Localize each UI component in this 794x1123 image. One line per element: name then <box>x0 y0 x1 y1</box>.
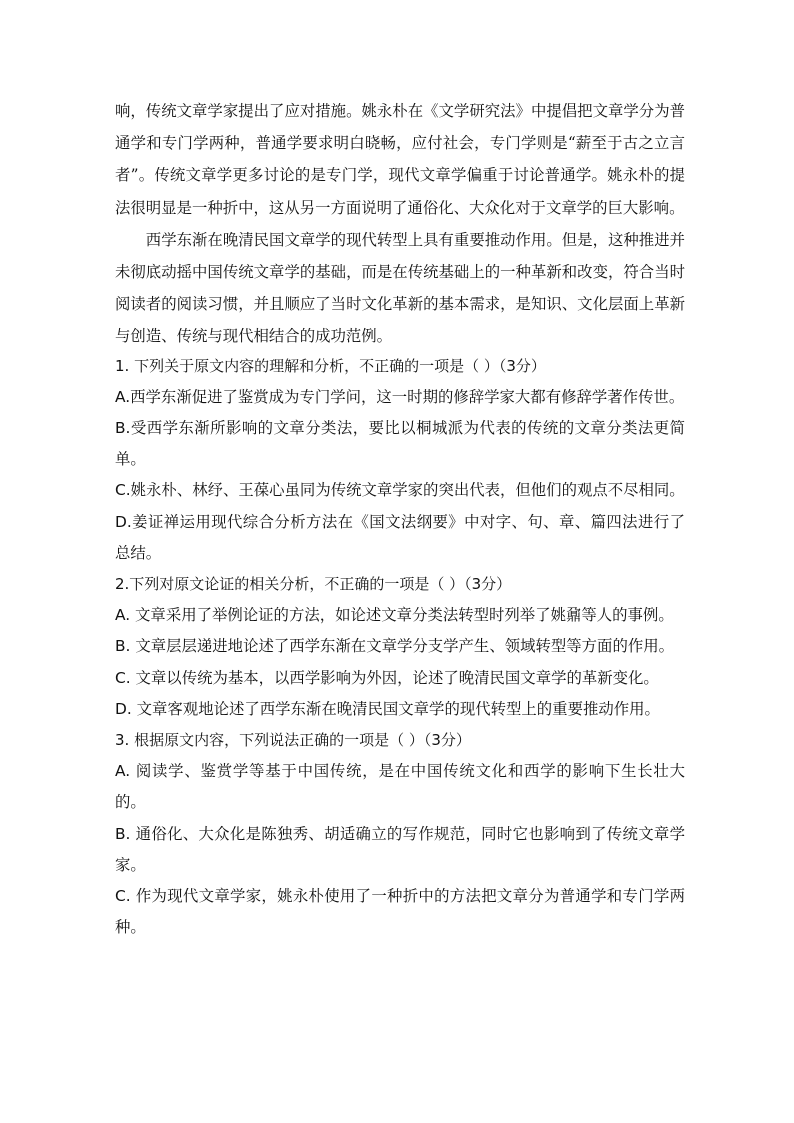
question-1 <box>115 351 685 569</box>
question-stem: 2.下列对原文论证的相关分析，不正确的一项是（ ）（3分） <box>115 575 512 594</box>
passage-paragraph: 西学东渐在晚清民国文章学的现代转型上具有重要推动作用。但是，这种推进并未彻底动摇中国传统文章学的基础，而是在传统基础上的一种革新和改变，符合当时阅读者的阅读习惯，并且顺应了当时文化革新的基本需求，是知识、文化层面上革新与创造、传统与现代相结合的成功范例。 <box>115 230 685 346</box>
question-2 <box>115 569 685 725</box>
option-c: C. 文章以传统为基本，以西学影响为外因，论述了晚清民国文章学的革新变化。 <box>115 668 659 687</box>
document-page <box>115 95 685 943</box>
question-3 <box>115 725 685 943</box>
option-c: C. 作为现代文章学家，姚永朴使用了一种折中的方法把文章分为普通学和专门学两种。 <box>115 887 685 937</box>
option-a: A. 阅读学、鉴赏学等基于中国传统，是在中国传统文化和西学的影响下生长壮大的。 <box>115 762 685 812</box>
option-a: A.西学东渐促进了鉴赏成为专门学问，这一时期的修辞学家大都有修辞学著作传世。 <box>115 387 685 406</box>
option-d: D. 文章客观地论述了西学东渐在晚清民国文章学的现代转型上的重要推动作用。 <box>115 699 660 718</box>
question-list <box>115 351 685 944</box>
question-stem: 1. 下列关于原文内容的理解和分析，不正确的一项是（ ）（3分） <box>115 356 546 375</box>
reading-passage <box>115 95 685 353</box>
option-d: D.姜证禅运用现代综合分析方法在《国文法纲要》中对字、句、章、篇四法进行了总结。 <box>115 512 685 562</box>
option-b: B. 文章层层递进地论述了西学东渐在文章学分支学产生、领域转型等方面的作用。 <box>115 637 675 656</box>
option-b: B. 通俗化、大众化是陈独秀、胡适确立的写作规范，同时它也影响到了传统文章学家。 <box>115 824 685 874</box>
option-b: B.受西学东渐所影响的文章分类法，要比以桐城派为代表的传统的文章分类法更简单。 <box>115 419 685 469</box>
option-a: A. 文章采用了举例论证的方法，如论述文章分类法转型时列举了姚鼐等人的事例。 <box>115 606 674 625</box>
passage-paragraph: 响，传统文章学家提出了应对措施。姚永朴在《文学研究法》中提倡把文章学分为普通学和专门学两种，普通学要求明白晓畅，应付社会，专门学则是“薪至于古之立言者”。传统文章学更多讨论的是专门学，现代文章学偏重于讨论普通学。姚永朴的提法很明显是一种折中，这从另一方面说明了通俗化、大众化对于文章学的巨大影响。 <box>115 102 685 217</box>
option-c: C.姚永朴、林纾、王葆心虽同为传统文章学家的突出代表，但他们的观点不尽相同。 <box>115 481 685 500</box>
question-stem: 3. 根据原文内容，下列说法正确的一项是（ ）（3分） <box>115 731 471 750</box>
